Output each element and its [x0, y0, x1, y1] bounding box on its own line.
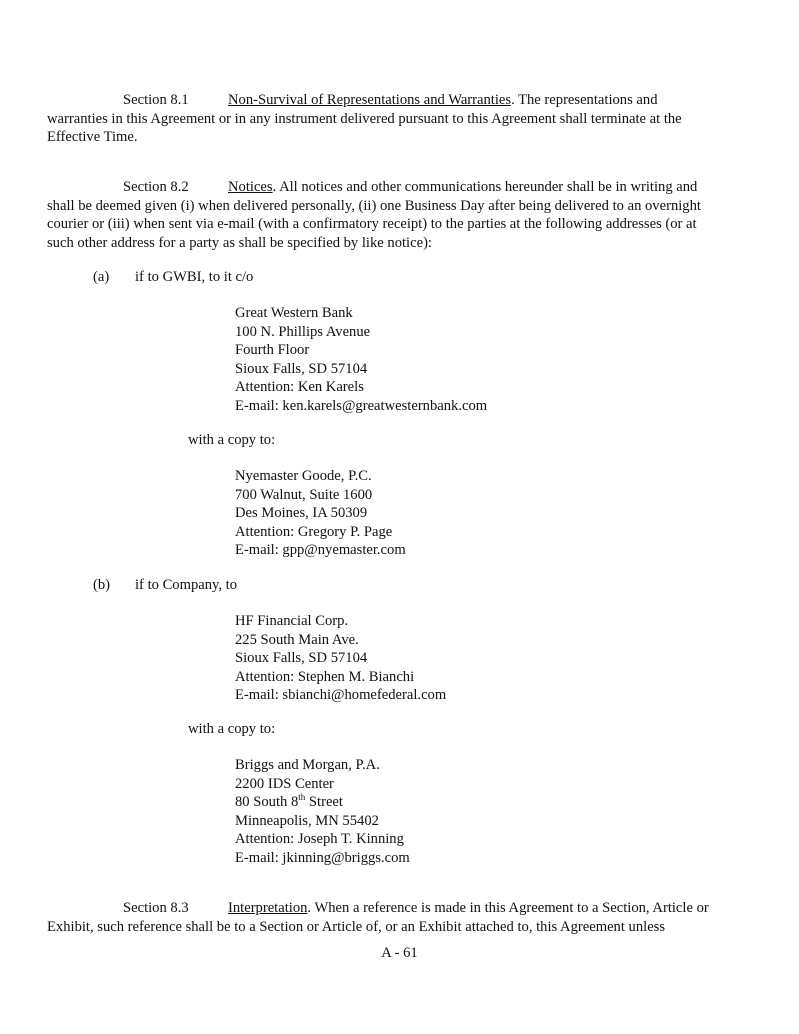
address-line: Attention: Ken Karels: [235, 379, 364, 396]
nyemaster-address-block: [235, 467, 406, 560]
address-line: Great Western Bank: [235, 305, 353, 321]
section-8-1-text: Effective Time.: [47, 129, 138, 146]
address-line: Briggs and Morgan, P.A.: [235, 757, 380, 773]
notice-item-b: [93, 576, 237, 595]
notice-item-a-text: if to GWBI, to it c/o: [135, 269, 254, 285]
address-line: HF Financial Corp.: [235, 613, 349, 629]
address-line: 2200 IDS Center: [235, 775, 334, 792]
section-8-2-text: shall be deemed given (i) when delivered personally, (ii) one Business Day after being delivered to an overnight: [47, 197, 701, 214]
notice-item-b-label: (b): [93, 577, 111, 593]
address-line: [235, 793, 410, 812]
copy-to-label-a: with a copy to:: [188, 432, 276, 448]
address-line: Attention: Joseph T. Kinning: [235, 831, 404, 848]
notice-item-b-text: if to Company, to: [135, 577, 238, 593]
section-8-2-text: . All notices and other communications hereunder shall be in writing and: [272, 179, 698, 195]
gwbi-address-block: [235, 304, 487, 416]
address-line: Des Moines, IA 50309: [235, 505, 368, 522]
page-number: A - 61: [381, 945, 418, 961]
address-line: Minneapolis, MN 55402: [235, 812, 379, 829]
street-number: 80 South 8: [235, 794, 299, 811]
notice-item-a: [93, 268, 253, 287]
address-line: 100 N. Phillips Avenue: [235, 323, 371, 340]
section-8-3-heading: Interpretation: [228, 900, 308, 916]
section-8-1-text: warranties in this Agreement or in any instrument delivered pursuant to this Agreement shall terminate at the: [47, 110, 682, 127]
address-line: Sioux Falls, SD 57104: [235, 650, 368, 667]
email-line: E-mail: gpp@nyemaster.com: [235, 542, 406, 559]
section-8-3: [47, 899, 759, 936]
email-line: E-mail: ken.karels@greatwesternbank.com: [235, 397, 488, 414]
briggs-address-block: [235, 756, 410, 868]
copy-to-label-b: with a copy to:: [188, 721, 276, 737]
address-line: 700 Walnut, Suite 1600: [235, 486, 373, 503]
section-8-3-text: . When a reference is made in this Agreement to a Section, Article or: [307, 900, 709, 916]
section-8-3-text: Exhibit, such reference shall be to a Section or Article of, or an Exhibit attached to, this Agreement unless: [47, 918, 666, 935]
section-8-2: [47, 178, 759, 252]
email-line: E-mail: jkinning@briggs.com: [235, 849, 410, 866]
section-8-2-text: such other address for a party as shall be specified by like notice):: [47, 234, 432, 251]
street-name: Street: [305, 794, 343, 811]
section-8-1: [47, 91, 759, 147]
section-8-3-number: Section 8.3: [123, 900, 189, 916]
address-line: Fourth Floor: [235, 342, 310, 359]
address-line: Attention: Stephen M. Bianchi: [235, 668, 415, 685]
email-line: E-mail: sbianchi@homefederal.com: [235, 687, 447, 704]
hf-financial-address-block: [235, 612, 446, 705]
address-line: Sioux Falls, SD 57104: [235, 360, 368, 377]
section-8-1-heading: Non-Survival of Representations and Warranties: [228, 92, 512, 108]
notice-item-a-label: (a): [93, 269, 110, 285]
address-line: Nyemaster Goode, P.C.: [235, 468, 372, 484]
address-line: Attention: Gregory P. Page: [235, 523, 393, 540]
section-8-2-text: courier or (iii) when sent via e-mail (with a confirmatory receipt) to the parties at the following addresses (or at: [47, 216, 697, 233]
section-8-1-text: . The representations and: [511, 92, 658, 108]
section-8-2-number: Section 8.2: [123, 179, 189, 195]
section-8-1-number: Section 8.1: [123, 92, 189, 108]
section-8-2-heading: Notices: [228, 179, 273, 195]
address-line: 225 South Main Ave.: [235, 631, 359, 648]
ordinal-suffix: th: [298, 792, 306, 803]
